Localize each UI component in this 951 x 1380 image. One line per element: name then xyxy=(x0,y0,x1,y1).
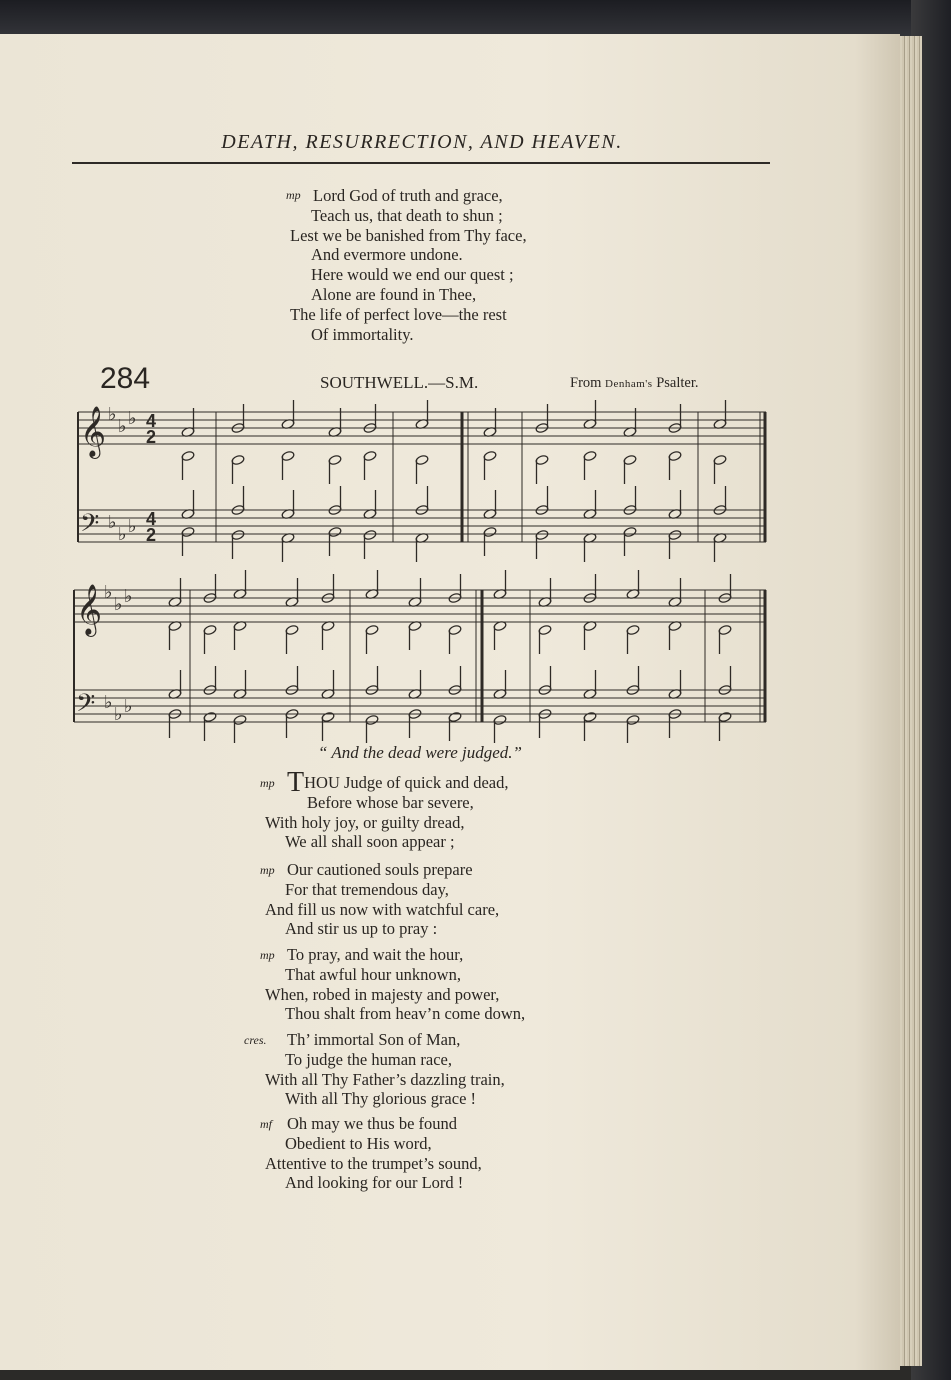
dynamic-mark: cres. xyxy=(244,1033,267,1047)
drop-cap: T xyxy=(287,767,305,798)
verse-line: Attentive to the trumpet’s sound, xyxy=(265,1153,482,1173)
stanza xyxy=(265,767,509,852)
svg-text:♭: ♭ xyxy=(118,524,127,545)
svg-text:♭: ♭ xyxy=(108,404,117,425)
dynamic-mark: mf xyxy=(260,1117,272,1131)
barlines-1 xyxy=(216,412,765,542)
verse-line: That awful hour unknown, xyxy=(285,964,461,984)
verse-line: Our cautioned souls prepare xyxy=(287,860,473,879)
verse-line: And fill us now with watchful care, xyxy=(265,899,500,919)
verse-line: Lord God of truth and grace, xyxy=(313,186,503,205)
verse-line: And looking for our Lord ! xyxy=(285,1173,464,1193)
verse-line: Th’ immortal Son of Man, xyxy=(287,1030,461,1049)
first-verse xyxy=(290,186,527,344)
staff-bass-1 xyxy=(78,510,766,542)
tune-source: From Denham's Psalter. xyxy=(570,375,699,391)
bass-clef-icon: 𝄢 xyxy=(80,509,100,544)
svg-text:♭: ♭ xyxy=(114,594,123,615)
verse-line: Of immortality. xyxy=(311,324,414,344)
verse-line: Before whose bar severe, xyxy=(307,792,474,812)
verse-line: With all Thy Father’s dazzling train, xyxy=(265,1069,505,1089)
epigraph: “ And the dead were judged.” xyxy=(318,743,522,762)
stanza xyxy=(265,1030,505,1109)
svg-text:♭: ♭ xyxy=(114,704,123,725)
verse-line: And stir us up to pray : xyxy=(285,919,438,939)
verse-line: And evermore undone. xyxy=(311,245,463,265)
stanza xyxy=(265,945,525,1024)
notes-group xyxy=(168,400,732,743)
verse-line: Teach us, that death to shun ; xyxy=(311,205,503,225)
stanza xyxy=(265,1114,482,1193)
svg-text:♭: ♭ xyxy=(124,696,133,717)
verse-line: We all shall soon appear ; xyxy=(285,832,455,852)
verse-line: Thou shalt from heav’n come down, xyxy=(285,1004,526,1024)
svg-text:2: 2 xyxy=(146,525,157,545)
bass-clef-icon: 𝄢 xyxy=(76,689,96,724)
dynamic-mark: mp xyxy=(286,188,301,202)
svg-text:♭: ♭ xyxy=(118,416,127,437)
verse-line: Here would we end our quest ; xyxy=(311,265,514,285)
verse-line: To pray, and wait the hour, xyxy=(287,945,464,964)
treble-clef-icon: 𝄞 xyxy=(80,406,107,457)
verse-line: With all Thy glorious grace ! xyxy=(285,1089,477,1109)
stanza xyxy=(265,860,499,939)
svg-text:4: 4 xyxy=(146,411,157,431)
svg-text:♭: ♭ xyxy=(128,516,137,537)
verse-line: Alone are found in Thee, xyxy=(311,284,477,304)
dynamic-mark: mp xyxy=(260,863,275,877)
hymn-number: 284 xyxy=(100,362,151,395)
svg-text:♭: ♭ xyxy=(124,586,133,607)
treble-clef-icon: 𝄞 xyxy=(76,584,103,635)
dynamic-mark: mp xyxy=(260,776,275,790)
svg-text:♭: ♭ xyxy=(104,692,113,713)
verse-line: To judge the human race, xyxy=(285,1049,452,1069)
svg-text:♭: ♭ xyxy=(128,408,137,429)
svg-text:♭: ♭ xyxy=(108,512,117,533)
barlines-2 xyxy=(190,590,765,722)
svg-text:4: 4 xyxy=(146,509,157,529)
header-rule xyxy=(72,162,770,164)
verse-line: With holy joy, or guilty dread, xyxy=(265,812,465,832)
book-cover-top xyxy=(0,0,951,38)
running-header: DEATH, RESURRECTION, AND HEAVEN. xyxy=(221,131,623,153)
tune-name: SOUTHWELL.—S.M. xyxy=(320,373,479,392)
svg-text:♭: ♭ xyxy=(104,582,113,603)
verse-line: THOU Judge of quick and dead, xyxy=(287,767,509,798)
svg-text:2: 2 xyxy=(146,427,157,447)
source-name: Denham's xyxy=(605,378,653,390)
verse-line: When, robed in majesty and power, xyxy=(265,984,500,1004)
verse-line: For that tremendous day, xyxy=(285,879,449,899)
verse-line: Oh may we thus be found xyxy=(287,1114,458,1133)
key-signature xyxy=(104,404,137,725)
music-score xyxy=(70,398,770,743)
verse-line: Obedient to His word, xyxy=(285,1133,432,1153)
time-signature xyxy=(146,411,156,545)
verse-line: The life of perfect love—the rest xyxy=(290,304,507,324)
dynamic-mark: mp xyxy=(260,948,275,962)
verse-line: Lest we be banished from Thy face, xyxy=(290,225,527,245)
